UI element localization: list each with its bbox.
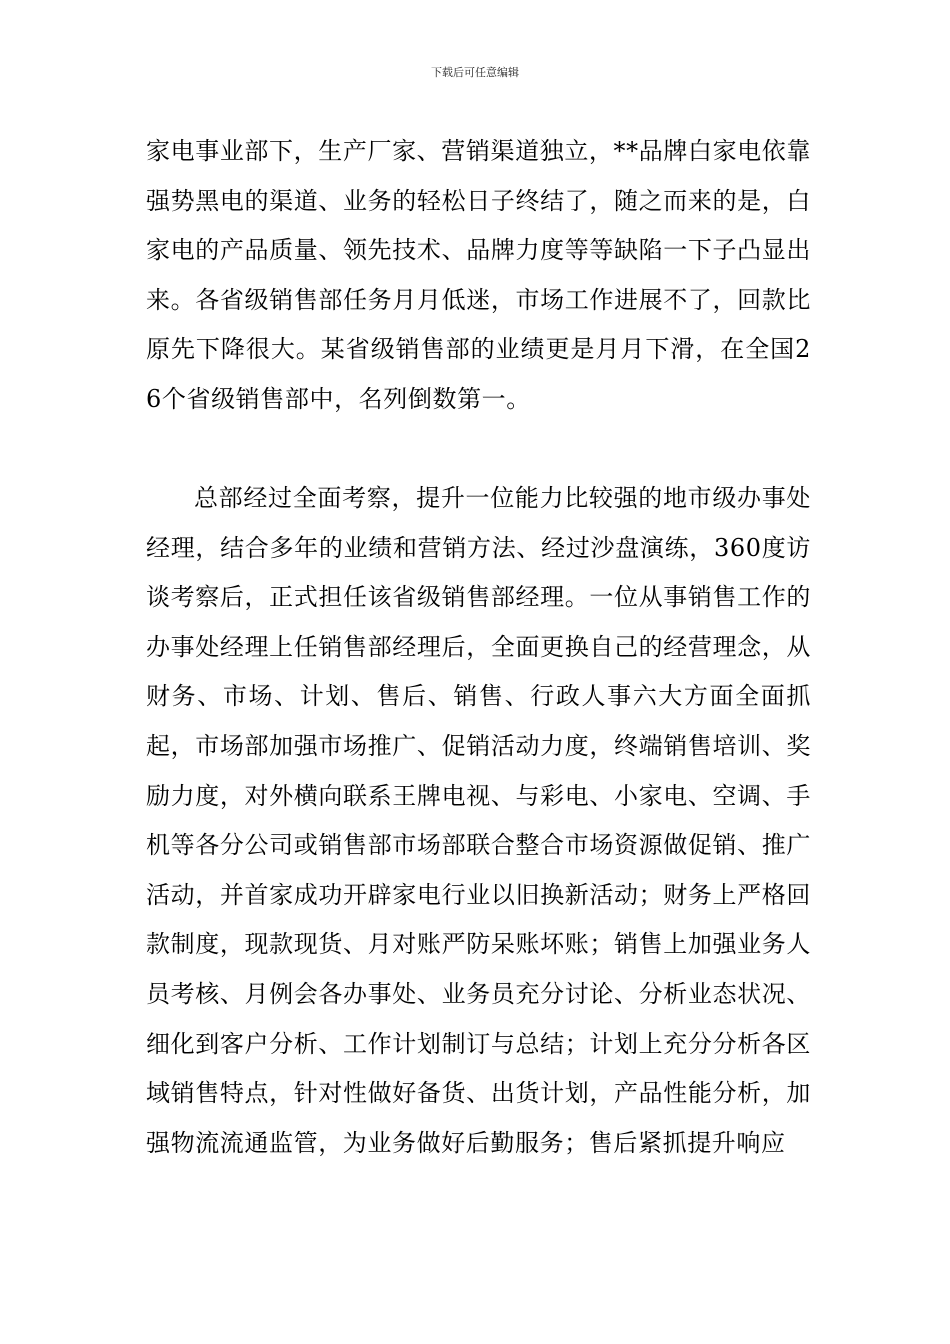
body-paragraph-1: 家电事业部下，生产厂家、营销渠道独立，**品牌白家电依靠强势黑电的渠道、业务的轻松日子终结了，随之而来的是，白家电的产品质量、领先技术、品牌力度等等缺陷一下子凸显出来。各省级销售部任务月月低迷，市场工作进展不了，回款比原先下降很大。某省级销售部的业绩更是月月下滑，在全国26个省级销售部中，名列倒数第一。 bbox=[146, 137, 811, 413]
header-note: 下载后可任意编辑 bbox=[431, 66, 519, 79]
body-paragraph-2: 总部经过全面考察，提升一位能力比较强的地市级办事处经理，结合多年的业绩和营销方法、经过沙盘演练，360度访谈考察后，正式担任该省级销售部经理。一位从事销售工作的办事处经理上任销售部经理后，全面更换自己的经营理念，从财务、市场、计划、售后、销售、行政人事六大方面全面抓起，市场部加强市场推广、促销活动力度，终端销售培训、奖励力度，对外横向联系王牌电视、与彩电、小家电、空调、手机等各分公司或销售部市场部联合整合市场资源做促销、推广活动，并首家成功开辟家电行业以旧换新活动；财务上严格回款制度，现款现货、月对账严防呆账坏账；销售上加强业务人员考核、月例会各办事处、业务员充分讨论、分析业态状况、细化到客户分析、工作计划制订与总结；计划上充分分析各区域销售特点，针对性做好备货、出货计划，产品性能分析，加强物流流通监管，为业务做好后勤服务；售后紧抓提升响应 bbox=[146, 484, 811, 1157]
